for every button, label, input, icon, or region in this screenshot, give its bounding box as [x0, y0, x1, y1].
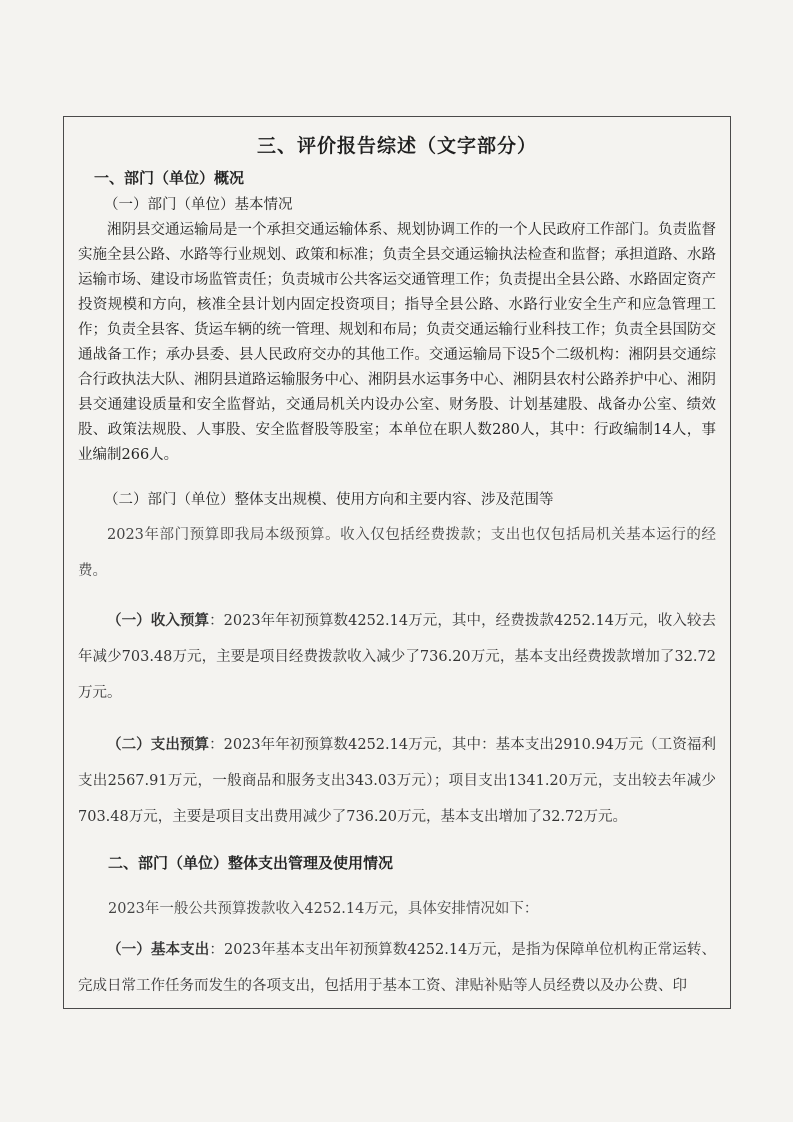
basic-paragraph: [78, 932, 716, 1004]
section1-heading: 一、部门（单位）概况: [94, 169, 245, 187]
income-body: ：2023年年初预算数4252.14万元，其中，经费拨款4252.14万元，收入较去年减少703.48万元，主要是项目经费拨款收入减少了736.20万元，基本支出经费拨款增加了32.72万元。: [78, 613, 717, 701]
section2-intro: 2023年一般公共预算拨款收入4252.14万元，具体安排情况如下：: [108, 901, 539, 917]
sub2-heading: （二）部门（单位）整体支出规模、使用方向和主要内容、涉及范围等: [104, 492, 554, 508]
sub1-body: 湘阴县交通运输局是一个承担交通运输体系、规划协调工作的一个人民政府工作部门。负责监督实施全县公路、水路等行业规划、政策和标准；负责全县交通运输执法检查和监督；承担道路、水路运输市场、建设市场监管责任；负责城市公共客运交通管理工作；负责提出全县公路、水路固定资产投资规模和方向，核准全县计划内固定投资项目；指导全县公路、水路行业安全生产和应急管理工作；负责全县客、货运车辆的统一管理、规划和布局；负责交通运输行业科技工作；负责全县国防交通战备工作；承办县委、县人民政府交办的其他工作。交通运输局下设5个二级机构：湘阴县交通综合行政执法大队、湘阴县道路运输服务中心、湘阴县水运事务中心、湘阴县农村公路养护中心、湘阴县交通建设质量和安全监督站，交通局机关内设办公室、财务股、计划基建股、战备办公室、绩效股、政策法规股、人事股、安全监督股等股室；本单位在职人数280人，其中：行政编制14人，事业编制266人。: [78, 222, 716, 463]
expense-paragraph: [78, 727, 716, 835]
expense-label: （二）支出预算: [107, 736, 210, 753]
income-paragraph: [78, 603, 716, 711]
basic-label: （一）基本支出: [107, 941, 210, 958]
basic-body: ：2023年基本支出年初预算数4252.14万元，是指为保障单位机构正常运转、完成日常工作任务而发生的各项支出，包括用于基本工资、津贴补贴等人员经费以及办公费、印: [78, 942, 716, 994]
report-frame: [63, 116, 731, 1009]
sub1-heading: （一）部门（单位）基本情况: [104, 197, 293, 213]
expense-body: ：2023年年初预算数4252.14万元，其中：基本支出2910.94万元（工资福利支出2567.91万元，一般商品和服务支出343.03万元）；项目支出1341.20万元，支出较去年减少703.48万元，主要是项目支出费用减少了736.20万元，基本支出增加了32.72万元。: [78, 737, 717, 825]
report-title: 三、评价报告综述（文字部分）: [256, 135, 537, 157]
sub2-body: 2023年部门预算即我局本级预算。收入仅包括经费拨款；支出也仅包括局机关基本运行的经费。: [78, 527, 716, 579]
section2-heading: 二、部门（单位）整体支出管理及使用情况: [108, 854, 394, 872]
income-label: （一）收入预算: [107, 612, 210, 629]
